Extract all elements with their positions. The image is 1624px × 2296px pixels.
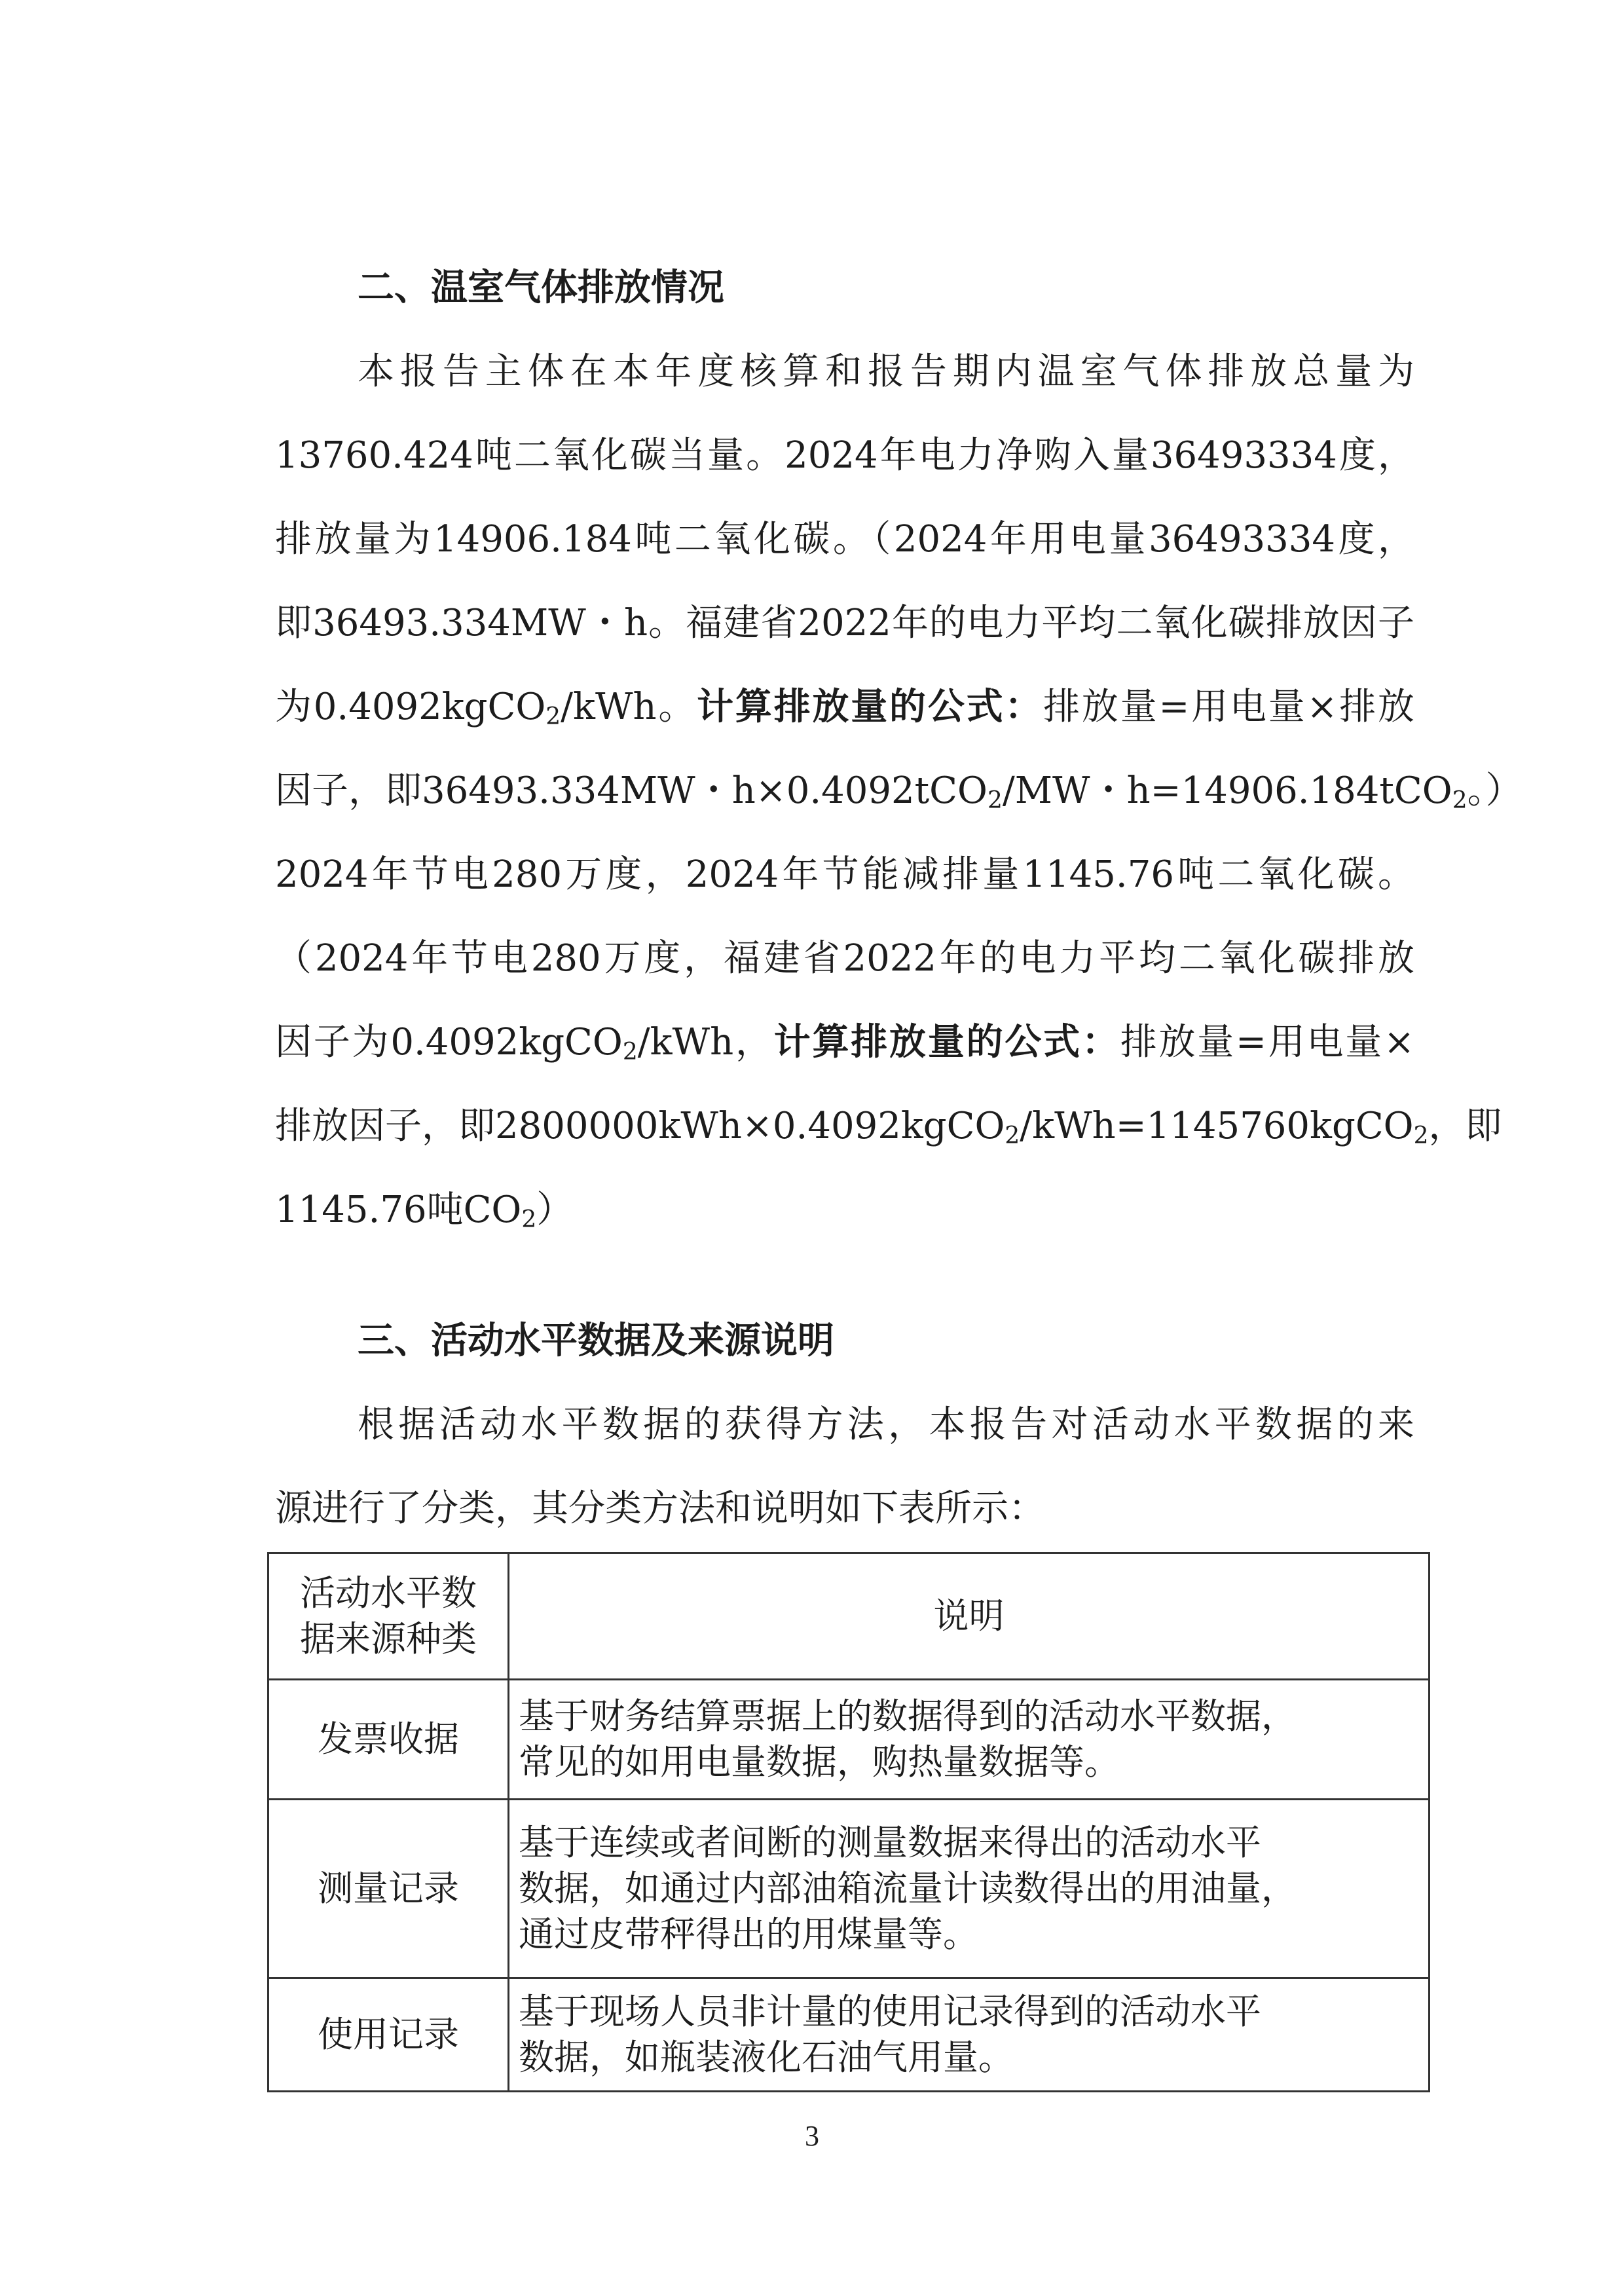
- table-row: [268, 1800, 1430, 1978]
- cell-line: 通过皮带秤得出的用煤量等。: [519, 1914, 978, 1955]
- cell-line: 基于连续或者间断的测量数据来得出的活动水平: [519, 1822, 1261, 1863]
- table-cell-category: 测量记录: [268, 1800, 509, 1978]
- paragraph-line-formula: 因子，即36493.334MW・h×0.4092tCO$_2$/MW・h=14906.184tCO$_2$。）: [275, 769, 1522, 814]
- paragraph-line-formula: 排放因子，即2800000kWh×0.4092kgCO$_2$/kWh=1145760kgCO$_2$，即: [275, 1105, 1502, 1149]
- table-cell-category: 使用记录: [268, 1978, 509, 2092]
- table-header-category: [268, 1553, 509, 1680]
- table-cell-description: [509, 1978, 1430, 2092]
- header-text: 活动水平数: [300, 1572, 477, 1614]
- paragraph-line: 本报告主体在本年度核算和报告期内温室气体排放总量为: [358, 350, 1414, 393]
- table-row: [268, 1680, 1430, 1800]
- paragraph-line: 源进行了分类，其分类方法和说明如下表所示：: [275, 1487, 1045, 1530]
- paragraph-line: 排放量为14906.184吨二氧化碳。（2024年用电量36493334度，: [275, 518, 1414, 561]
- table-row: [268, 1978, 1430, 2092]
- paragraph-line: 1145.76吨$CO_2$）: [275, 1189, 574, 1233]
- cell-line: 常见的如用电量数据，购热量数据等。: [519, 1741, 1120, 1783]
- paragraph-line: 13760.424吨二氧化碳当量。2024年电力净购入量36493334度，: [275, 434, 1414, 477]
- paragraph-line: 根据活动水平数据的获得方法，本报告对活动水平数据的来: [358, 1403, 1414, 1446]
- table-header-description: 说明: [509, 1553, 1430, 1680]
- paragraph-line: （2024年节电280万度，福建省2022年的电力平均二氧化碳排放: [275, 937, 1414, 980]
- cell-line: 数据，如瓶装液化石油气用量。: [519, 2037, 1014, 2078]
- data-source-table: [267, 1552, 1430, 2092]
- table-cell-description: [509, 1800, 1430, 1978]
- cell-line: 数据，如通过内部油箱流量计读数得出的用油量，: [519, 1868, 1297, 1909]
- paragraph-line: 2024年节电280万度，2024年节能减排量1145.76吨二氧化碳。: [275, 853, 1414, 896]
- section-2-heading: 二、温室气体排放情况: [358, 267, 724, 309]
- paragraph-line: 即36493.334MW・h。福建省2022年的电力平均二氧化碳排放因子: [275, 602, 1414, 644]
- header-text: 据来源种类: [300, 1618, 477, 1659]
- cell-line: 基于财务结算票据上的数据得到的活动水平数据，: [519, 1695, 1297, 1737]
- cell-line: 基于现场人员非计量的使用记录得到的活动水平: [519, 1991, 1261, 2032]
- paragraph-line-formula: 因子为0.4092kgCO$_2$/kWh，计算排放量的公式：排放量=用电量×: [275, 1021, 1415, 1065]
- table-cell-description: [509, 1680, 1430, 1800]
- section-3-heading: 三、活动水平数据及来源说明: [358, 1320, 834, 1362]
- paragraph-line-formula: 为0.4092kgCO$_2$/kWh。计算排放量的公式：排放量=用电量×排放: [275, 686, 1414, 730]
- table-header-row: [268, 1553, 1430, 1680]
- table-cell-category: 发票收据: [268, 1680, 509, 1800]
- page-number: 3: [805, 2120, 819, 2152]
